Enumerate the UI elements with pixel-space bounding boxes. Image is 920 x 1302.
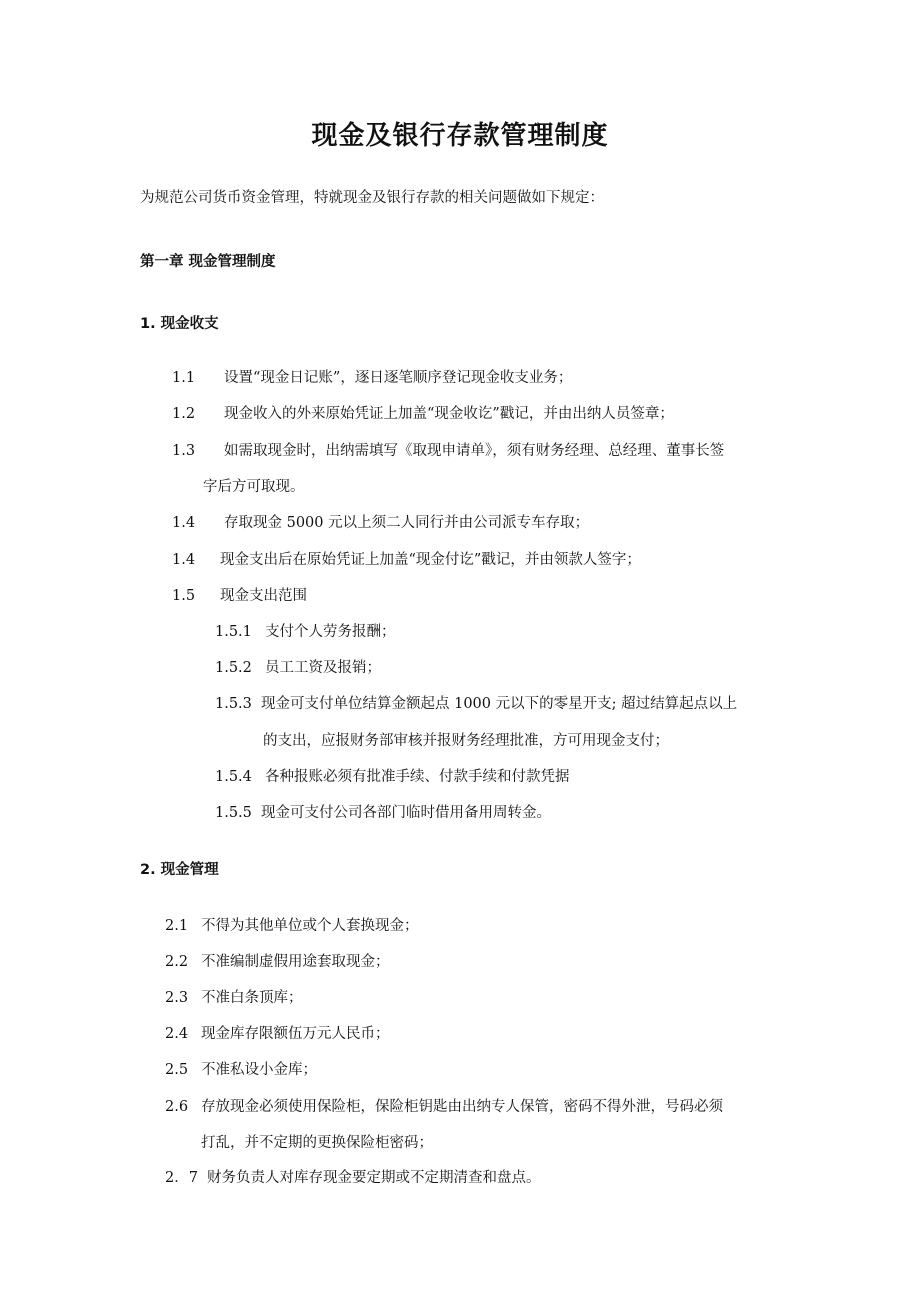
item-text-continuation: 打乱，并不定期的更换保险柜密码； xyxy=(201,1135,433,1151)
item-text: 如需取现金时，出纳需填写《取现申请单》，须有财务经理、总经理、董事长签 xyxy=(224,443,725,459)
list-item xyxy=(165,1097,723,1117)
list-item xyxy=(165,1024,390,1044)
list-item xyxy=(172,513,589,533)
section-heading-cash-management: 2. 现金管理 xyxy=(140,862,219,878)
item-text: 不得为其他单位或个人套换现金； xyxy=(201,918,419,934)
item-number: 2.6 xyxy=(165,1099,189,1115)
item-number: 2.4 xyxy=(165,1026,189,1042)
item-number: 1.5.2 xyxy=(215,660,252,676)
list-item xyxy=(165,1168,541,1188)
sub-list-item xyxy=(215,767,570,787)
item-text: 现金可支付公司各部门临时借用备用周转金。 xyxy=(261,805,551,821)
intro-paragraph: 为规范公司货币资金管理，特就现金及银行存款的相关问题做如下规定： xyxy=(140,190,604,206)
item-text: 现金支出范围 xyxy=(220,588,307,604)
item-number: 2.3 xyxy=(165,990,189,1006)
chapter-heading: 第一章 现金管理制度 xyxy=(140,254,276,270)
list-item xyxy=(172,404,674,424)
list-item xyxy=(165,952,390,972)
item-number: 1.5 xyxy=(172,588,196,604)
item-text: 员工工资及报销； xyxy=(265,660,381,676)
item-text: 财务负责人对库存现金要定期或不定期清查和盘点。 xyxy=(207,1170,541,1186)
item-number: 2.5 xyxy=(165,1062,189,1078)
item-number: 1.3 xyxy=(172,443,196,459)
item-text: 不准白条顶库； xyxy=(201,990,303,1006)
item-text: 设置“现金日记账”，逐日逐笔顺序登记现金收支业务； xyxy=(224,370,573,386)
item-number: 1.4 xyxy=(172,552,196,568)
item-number: 1.5.1 xyxy=(215,624,252,640)
sub-list-item xyxy=(215,694,737,714)
item-text: 各种报账必须有批准手续、付款手续和付款凭据 xyxy=(265,769,570,785)
item-text: 不准私设小金库； xyxy=(201,1062,317,1078)
item-number: 1.4 xyxy=(172,515,196,531)
item-text-continuation: 字后方可取现。 xyxy=(203,479,305,495)
item-text: 现金库存限额伍万元人民币； xyxy=(201,1026,390,1042)
item-text: 存取现金 5000 元以上须二人同行并由公司派专车存取； xyxy=(224,515,590,531)
item-number: 1.5.4 xyxy=(215,769,252,785)
list-item xyxy=(172,550,641,570)
sub-list-item xyxy=(215,803,551,823)
item-text: 现金收入的外来原始凭证上加盖“现金收讫”戳记，并由出纳人员签章； xyxy=(224,406,674,422)
sub-list-item xyxy=(215,622,396,642)
item-text: 现金可支付单位结算金额起点 1000 元以下的零星开支; 超过结算起点以上 xyxy=(261,696,738,712)
list-item xyxy=(172,441,724,461)
item-text: 不准编制虚假用途套取现金； xyxy=(201,954,390,970)
item-number: 1.5.3 xyxy=(215,696,252,712)
section-heading-cash-receipts: 1. 现金收支 xyxy=(140,316,219,332)
item-text-continuation: 的支出，应报财务部审核并报财务经理批准，方可用现金支付； xyxy=(263,733,669,749)
list-item xyxy=(165,988,303,1008)
list-item xyxy=(165,1060,317,1080)
item-text: 存放现金必须使用保险柜，保险柜钥匙由出纳专人保管，密码不得外泄，号码必须 xyxy=(201,1099,723,1115)
item-number: 2.2 xyxy=(165,954,189,970)
item-number: 1.5.5 xyxy=(215,805,252,821)
item-text: 支付个人劳务报酬； xyxy=(265,624,396,640)
item-number: 1.1 xyxy=(172,370,196,386)
item-number: 1.2 xyxy=(172,406,196,422)
list-item xyxy=(165,916,419,936)
item-number: 2.1 xyxy=(165,918,189,934)
item-number: 2．7 xyxy=(165,1170,198,1186)
list-item xyxy=(172,586,307,606)
sub-list-item xyxy=(215,658,381,678)
list-item xyxy=(172,368,572,388)
item-text: 现金支出后在原始凭证上加盖“现金付讫”戳记，并由领款人签字； xyxy=(220,552,641,568)
page-title: 现金及银行存款管理制度 xyxy=(311,121,609,151)
